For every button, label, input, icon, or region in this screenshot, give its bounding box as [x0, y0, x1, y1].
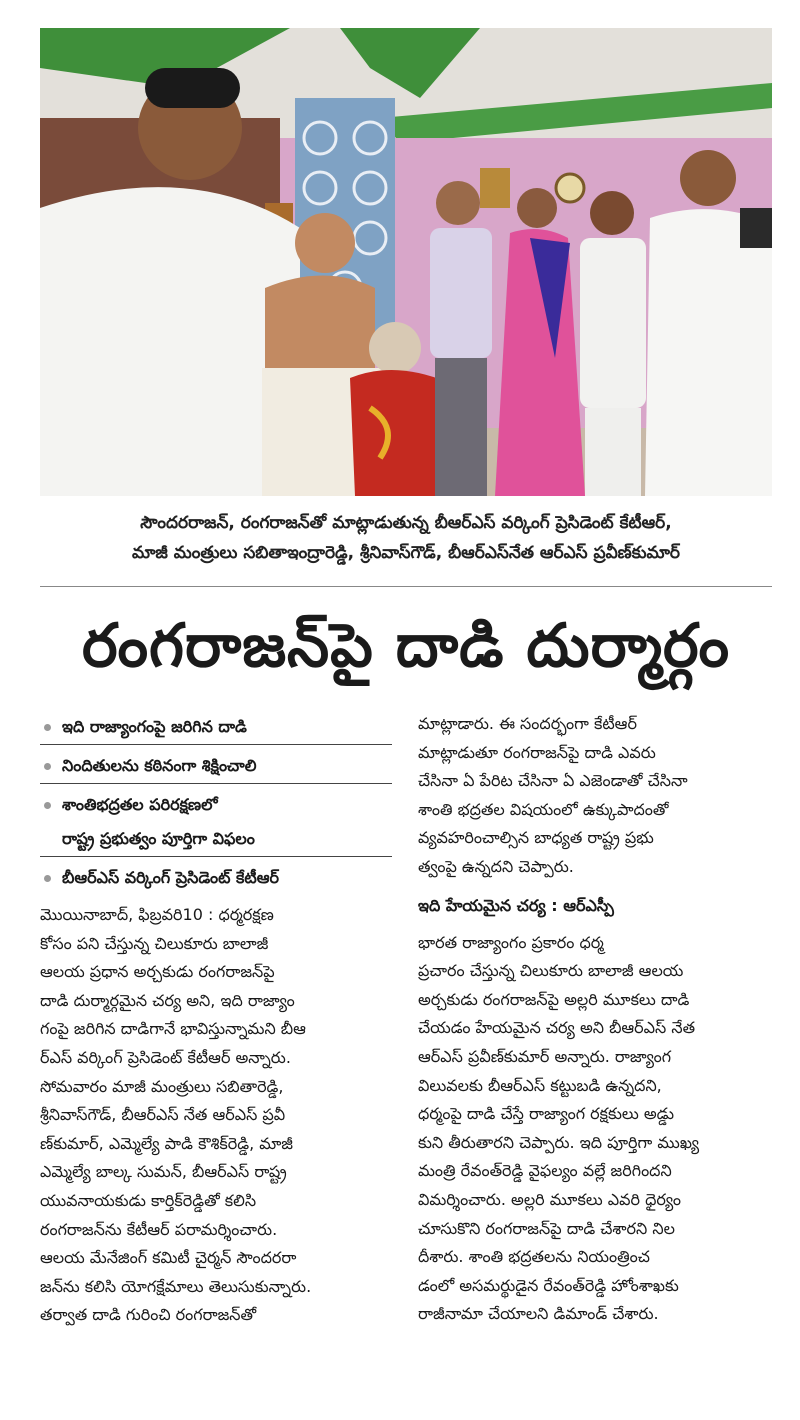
- body-line: తర్వాత దాడి గురించి రంగరాజన్‌తో: [40, 1305, 257, 1325]
- photo-illustration: [40, 28, 772, 496]
- body-line: కోసం పని చేస్తున్న చిలుకూరు బాలాజీ: [40, 933, 269, 953]
- body-line: రాజీనామా చేయాలని డిమాండ్ చేశారు.: [418, 1304, 659, 1324]
- photo-caption: [40, 508, 772, 568]
- caption-line: మాజీ మంత్రులు సబితాఇంద్రారెడ్డి, శ్రీనివాస్‌గౌడ్, బీఆర్ఎస్‌నేత ఆర్ఎస్ ప్రవీణ్‌కుమార్: [131, 543, 681, 563]
- right-column: [418, 710, 774, 1329]
- highlight-text: ఇది రాజ్యాంగంపై జరిగిన దాడి: [62, 717, 247, 736]
- headline: రంగరాజన్‌పై దాడి దుర్మార్గం: [82, 611, 730, 681]
- body-line: ఆలయ మేనేజింగ్ కమిటీ చైర్మన్ సౌందరరా: [40, 1248, 297, 1268]
- body-line: యువనాయకుడు కార్తిక్‌రెడ్డితో కలిసి: [40, 1190, 257, 1210]
- body-line: కుని తీరుతారని చెప్పారు. ఇది పూర్తిగా ముఖ్య: [418, 1132, 700, 1152]
- highlight-item: [40, 861, 392, 895]
- article-body-right-bottom: [418, 929, 774, 1329]
- body-line: ర్ఎస్ వర్కింగ్ ప్రెసిడెంట్ కేటీఆర్ అన్నారు.: [40, 1047, 291, 1067]
- divider-rule: [40, 586, 772, 587]
- subheading: ఇది హేయమైన చర్య : ఆర్ఎస్పీ: [418, 895, 614, 915]
- article-body-left: [40, 901, 392, 1330]
- body-line: మంత్రి రేవంత్‌రెడ్డి వైఫల్యం వల్లే జరిగిందని: [418, 1161, 672, 1181]
- left-column: [40, 710, 392, 1330]
- body-line: త్వంపై ఉన్నదని చెప్పారు.: [418, 856, 574, 876]
- body-line: అర్చకుడు రంగరాజన్‌పై అల్లరి మూకలు దాడి: [418, 989, 690, 1009]
- highlight-text: నిందితులను కఠినంగా శిక్షించాలి: [62, 756, 257, 775]
- body-line: మొయినాబాద్, ఫిబ్రవరి10 : ధర్మరక్షణ: [40, 905, 274, 924]
- body-line: గంపై జరిగిన దాడిగానే భావిస్తున్నామని బీఆ: [40, 1019, 306, 1039]
- body-line: రంగరాజన్‌ను కేటీఆర్ పరామర్శించారు.: [40, 1219, 278, 1239]
- body-line: మాట్లాడారు. ఈ సందర్భంగా కేటీఆర్: [418, 714, 637, 733]
- highlight-text: రాష్ట్ర ప్రభుత్వం పూర్తిగా విఫలం: [62, 829, 255, 848]
- body-line: ణ్‌కుమార్, ఎమ్మెల్యే పాడి కౌశిక్‌రెడ్డి, మాజీ: [40, 1133, 293, 1153]
- article-body-right-top: [418, 710, 774, 882]
- highlights-list: [40, 710, 392, 895]
- body-line: దాడి దుర్మార్గమైన చర్య అని, ఇది రాజ్యాం: [40, 990, 295, 1010]
- body-line: శ్రీనివాస్‌గౌడ్, బీఆర్ఎస్ నేత ఆర్ఎస్ ప్రవీ: [40, 1105, 286, 1125]
- body-line: జన్‌ను కలిసి యోగక్షేమాలు తెలుసుకున్నారు.: [40, 1276, 312, 1296]
- body-line: దీశారు. శాంతి భద్రతలను నియంత్రించ: [418, 1247, 650, 1267]
- highlight-item: [40, 749, 392, 784]
- highlight-item: [40, 788, 392, 857]
- body-line: మాట్లాడుతూ రంగరాజన్‌పై దాడి ఎవరు: [418, 742, 656, 762]
- body-line: విమర్శించారు. అల్లరి మూకలు ఎవరి ధైర్యం: [418, 1189, 681, 1209]
- body-line: వ్యవహరించాల్సిన బాధ్యత రాష్ట్ర ప్రభు: [418, 828, 654, 848]
- body-line: ఆలయ ప్రధాన అర్చకుడు రంగరాజన్‌పై: [40, 962, 275, 982]
- body-line: ఆర్ఎస్ ప్రవీణ్‌కుమార్ అన్నారు. రాజ్యాంగ: [418, 1046, 672, 1066]
- body-line: భారత రాజ్యాంగం ప్రకారం ధర్మ: [418, 932, 604, 952]
- news-photo: [40, 28, 772, 496]
- body-line: ఎమ్మెల్యే బాల్క సుమన్, బీఆర్ఎస్ రాష్ట్ర: [40, 1162, 287, 1182]
- body-line: సోమవారం మాజీ మంత్రులు సబితారెడ్డి,: [40, 1076, 284, 1096]
- body-line: ప్రచారం చేస్తున్న చిలుకూరు బాలాజీ ఆలయ: [418, 961, 684, 981]
- body-line: శాంతి భద్రతల విషయంలో ఉక్కుపాదంతో: [418, 799, 669, 819]
- body-line: డంలో అసమర్థుడైన రేవంత్‌రెడ్డి హోంశాఖకు: [418, 1275, 679, 1295]
- highlight-item: [40, 710, 392, 745]
- highlight-text: శాంతిభద్రతల పరిరక్షణలో: [62, 795, 218, 814]
- body-line: ధర్మంపై దాడి చేస్తే రాజ్యాంగ రక్షకులు అడ్డు: [418, 1104, 675, 1124]
- body-line: చేసినా ఏ పేరిట చేసినా ఏ ఎజెండాతో చేసినా: [418, 771, 688, 791]
- body-line: విలువలకు బీఆర్ఎస్ కట్టుబడి ఉన్నదని,: [418, 1075, 662, 1095]
- body-line: చూసుకొని రంగరాజన్‌పై దాడి చేశారని నిల: [418, 1218, 675, 1238]
- body-line: చేయడం హేయమైన చర్య అని బీఆర్ఎస్ నేత: [418, 1018, 696, 1038]
- highlight-text: బీఆర్ఎస్ వర్కింగ్ ప్రెసిడెంట్ కేటీఆర్: [62, 868, 279, 887]
- caption-line: సౌందరరాజన్, రంగరాజన్‌తో మాట్లాడుతున్న బీఆర్ఎస్ వర్కింగ్ ప్రెసిడెంట్ కేటీఆర్,: [140, 513, 672, 533]
